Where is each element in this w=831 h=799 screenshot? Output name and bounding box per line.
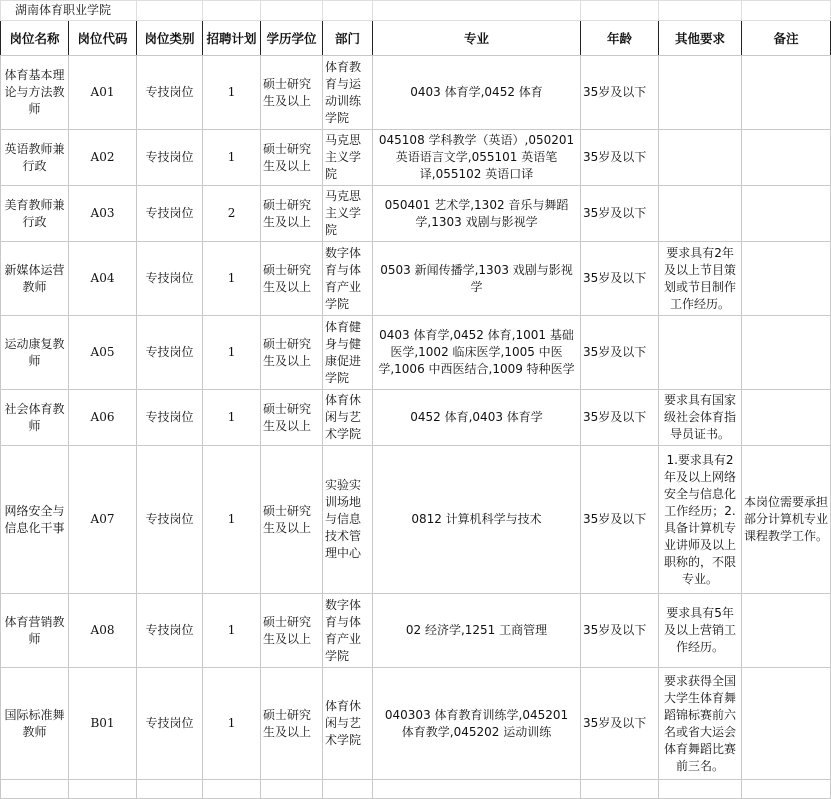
- table-row: [1, 242, 831, 316]
- recruit-plan-cell: 1: [203, 390, 261, 446]
- major-cell: 040303 体育教育训练学,045201 体育教学,045202 运动训练: [373, 668, 581, 780]
- header-row: [1, 21, 831, 56]
- other-requirements-cell: 要求获得全国大学生体育舞蹈锦标赛前六名或省大运会体育舞蹈比赛前三名。: [659, 668, 742, 780]
- age-cell: 35岁及以下: [581, 390, 659, 446]
- header-cell: 备注: [742, 21, 831, 56]
- age-cell: 35岁及以下: [581, 446, 659, 594]
- table-row: [1, 780, 831, 799]
- position-category-cell: 专技岗位: [137, 56, 203, 130]
- other-requirements-cell: [659, 186, 742, 242]
- major-cell: 0403 体育学,0452 体育: [373, 56, 581, 130]
- note-cell: [742, 390, 831, 446]
- major-cell: 050401 艺术学,1302 音乐与舞蹈学,1303 戏剧与影视学: [373, 186, 581, 242]
- other-requirements-cell: 要求具有国家级社会体育指导员证书。: [659, 390, 742, 446]
- position-name-cell: 社会体育教师: [1, 390, 69, 446]
- table-row: [1, 56, 831, 130]
- header-cell: 部门: [323, 21, 373, 56]
- position-name-cell: 网络安全与信息化干事: [1, 446, 69, 594]
- position-code-cell: A07: [69, 446, 137, 594]
- degree-cell: 硕士研究生及以上: [261, 446, 323, 594]
- note-cell: [742, 186, 831, 242]
- header-cell: 年龄: [581, 21, 659, 56]
- major-cell: 0812 计算机科学与技术: [373, 446, 581, 594]
- table-row: [1, 390, 831, 446]
- major-cell: 0452 体育,0403 体育学: [373, 390, 581, 446]
- age-cell: 35岁及以下: [581, 668, 659, 780]
- other-requirements-cell: [659, 316, 742, 390]
- position-code-cell: A06: [69, 390, 137, 446]
- recruit-plan-cell: 2: [203, 186, 261, 242]
- header-cell: 岗位代码: [69, 21, 137, 56]
- recruit-plan-cell: 1: [203, 56, 261, 130]
- recruit-plan-cell: 1: [203, 130, 261, 186]
- age-cell: 35岁及以下: [581, 186, 659, 242]
- major-cell: 0503 新闻传播学,1303 戏剧与影视学: [373, 242, 581, 316]
- degree-cell: 硕士研究生及以上: [261, 242, 323, 316]
- other-requirements-cell: [659, 56, 742, 130]
- header-cell: 岗位名称: [1, 21, 69, 56]
- degree-cell: 硕士研究生及以上: [261, 390, 323, 446]
- department-cell: 体育休闲与艺术学院: [323, 390, 373, 446]
- position-category-cell: 专技岗位: [137, 130, 203, 186]
- degree-cell: 硕士研究生及以上: [261, 594, 323, 668]
- age-cell: 35岁及以下: [581, 56, 659, 130]
- recruit-plan-cell: 1: [203, 594, 261, 668]
- major-cell: 045108 学科教学（英语）,050201 英语语言文学,055101 英语笔译,055102 英语口译: [373, 130, 581, 186]
- position-code-cell: A01: [69, 56, 137, 130]
- table-row: [1, 594, 831, 668]
- header-cell: 岗位类别: [137, 21, 203, 56]
- table-row: [1, 130, 831, 186]
- position-category-cell: 专技岗位: [137, 668, 203, 780]
- age-cell: 35岁及以下: [581, 594, 659, 668]
- note-cell: [742, 242, 831, 316]
- recruit-plan-cell: 1: [203, 316, 261, 390]
- note-cell: 本岗位需要承担部分计算机专业课程教学工作。: [742, 446, 831, 594]
- header-cell: 招聘计划: [203, 21, 261, 56]
- position-name-cell: 国际标准舞教师: [1, 668, 69, 780]
- recruit-plan-cell: 1: [203, 668, 261, 780]
- department-cell: 马克思主义学院: [323, 186, 373, 242]
- note-cell: [742, 56, 831, 130]
- recruit-plan-cell: 1: [203, 242, 261, 316]
- position-code-cell: A08: [69, 594, 137, 668]
- header-cell: 其他要求: [659, 21, 742, 56]
- position-category-cell: 专技岗位: [137, 594, 203, 668]
- table-row: [1, 668, 831, 780]
- department-cell: 马克思主义学院: [323, 130, 373, 186]
- department-cell: 体育休闲与艺术学院: [323, 668, 373, 780]
- position-code-cell: A03: [69, 186, 137, 242]
- degree-cell: 硕士研究生及以上: [261, 668, 323, 780]
- major-cell: 0403 体育学,0452 体育,1001 基础医学,1002 临床医学,1005 中医学,1006 中西医结合,1009 特种医学: [373, 316, 581, 390]
- position-category-cell: 专技岗位: [137, 390, 203, 446]
- age-cell: 35岁及以下: [581, 242, 659, 316]
- position-code-cell: B01: [69, 668, 137, 780]
- position-category-cell: 专技岗位: [137, 186, 203, 242]
- position-name-cell: 新媒体运营教师: [1, 242, 69, 316]
- header-cell: 专业: [373, 21, 581, 56]
- department-cell: 体育教育与运动训练学院: [323, 56, 373, 130]
- position-name-cell: 英语教师兼行政: [1, 130, 69, 186]
- other-requirements-cell: 1.要求具有2年及以上网络安全与信息化工作经历；2.具备计算机专业讲师及以上职称的，不限专业。: [659, 446, 742, 594]
- department-cell: 数字体育与体育产业学院: [323, 242, 373, 316]
- position-name-cell: 体育营销教师: [1, 594, 69, 668]
- position-name-cell: 运动康复教师: [1, 316, 69, 390]
- header-cell: 学历学位: [261, 21, 323, 56]
- position-name-cell: 美育教师兼行政: [1, 186, 69, 242]
- other-requirements-cell: 要求具有5年及以上营销工作经历。: [659, 594, 742, 668]
- degree-cell: 硕士研究生及以上: [261, 130, 323, 186]
- table-row: [1, 316, 831, 390]
- position-code-cell: A05: [69, 316, 137, 390]
- table-row: [1, 446, 831, 594]
- age-cell: 35岁及以下: [581, 316, 659, 390]
- degree-cell: 硕士研究生及以上: [261, 186, 323, 242]
- position-category-cell: 专技岗位: [137, 446, 203, 594]
- department-cell: 实验实训场地与信息技术管理中心: [323, 446, 373, 594]
- other-requirements-cell: [659, 130, 742, 186]
- note-cell: [742, 668, 831, 780]
- table-row: [1, 186, 831, 242]
- position-category-cell: 专技岗位: [137, 316, 203, 390]
- position-name-cell: 体育基本理论与方法教师: [1, 56, 69, 130]
- major-cell: 02 经济学,1251 工商管理: [373, 594, 581, 668]
- other-requirements-cell: 要求具有2年及以上节目策划或节目制作工作经历。: [659, 242, 742, 316]
- degree-cell: 硕士研究生及以上: [261, 56, 323, 130]
- note-cell: [742, 316, 831, 390]
- position-code-cell: A04: [69, 242, 137, 316]
- recruit-plan-cell: 1: [203, 446, 261, 594]
- degree-cell: 硕士研究生及以上: [261, 316, 323, 390]
- note-cell: [742, 594, 831, 668]
- age-cell: 35岁及以下: [581, 130, 659, 186]
- note-cell: [742, 130, 831, 186]
- position-code-cell: A02: [69, 130, 137, 186]
- institution-name: 湖南体育职业学院: [1, 1, 137, 21]
- department-cell: 体育健身与健康促进学院: [323, 316, 373, 390]
- title-row: [1, 1, 831, 21]
- department-cell: 数字体育与体育产业学院: [323, 594, 373, 668]
- position-category-cell: 专技岗位: [137, 242, 203, 316]
